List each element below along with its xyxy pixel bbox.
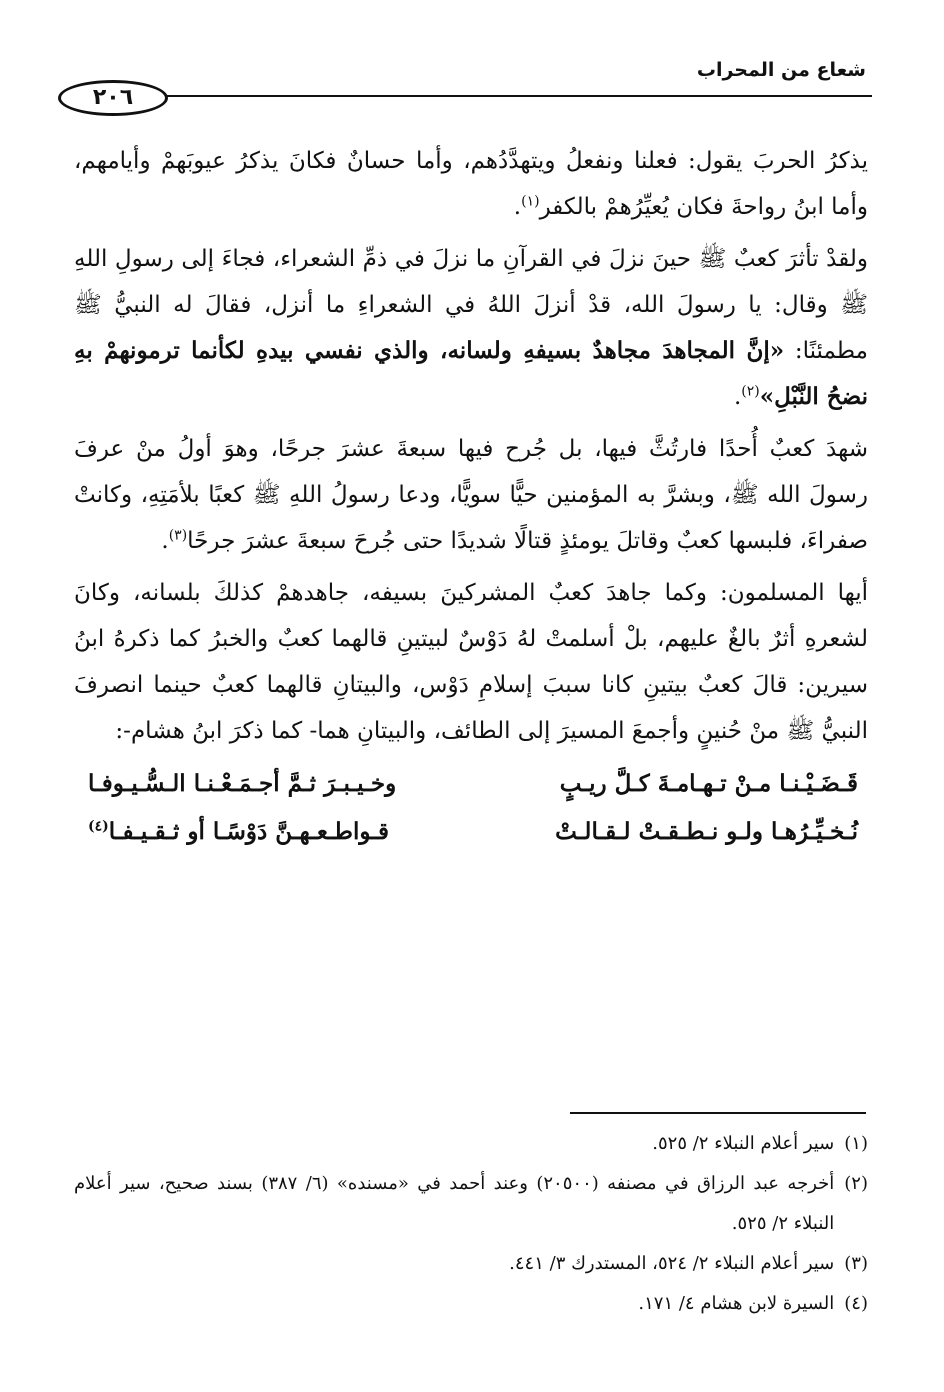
verse-first-hemistich: قَـضَـيْـنـا مـنْ تـهـامـةَ كـلَّ ريـبٍ	[559, 770, 858, 797]
footnote	[74, 1244, 868, 1284]
paragraph	[74, 236, 868, 420]
footnote-separator	[570, 1112, 866, 1114]
paragraph-text: يذكرُ الحربَ يقول: فعلنا ونفعلُ ويتهدَّدُهم، وأما حسانٌ فكانَ يذكرُ عيوبَهمْ وأيامهم، وأما ابنُ رواحةَ فكان يُعيِّرُهمْ بالكفر	[74, 148, 868, 220]
footnote-text: سير أعلام النبلاء ٢/ ٥٢٤، المستدرك ٣/ ٤٤١.	[509, 1253, 835, 1274]
paragraph-end: .	[733, 384, 742, 410]
footnote-text: سير أعلام النبلاء ٢/ ٥٢٥.	[652, 1133, 835, 1154]
running-title: شعاع من المحراب	[696, 59, 866, 81]
page-number: ٢٠٦	[58, 80, 168, 116]
footnote-marker: (٤)	[88, 818, 109, 835]
footnote-number: (٤)	[844, 1293, 868, 1314]
paragraph-text: ولقدْ تأثرَ كعبٌ ﷺ حينَ نزلَ في القرآنِ ما نزلَ في ذمِّ الشعراء، فجاءَ إلى رسولِ اللهِ ﷺ وقال: يا رسولَ الله، قدْ أنزلَ اللهُ في الشعراءِ ما أنزل، فقالَ له النبيُّ ﷺ مطمئنًا:	[74, 246, 868, 364]
hadith-quote: «إنَّ المجاهدَ مجاهدٌ بسيفهِ ولسانه، والذي نفسي بيدهِ لكأنما ترمونهمْ بهِ نضحُ النَّبْلِ»	[74, 337, 868, 410]
footnotes	[74, 1124, 868, 1324]
verse-second-hemistich	[74, 808, 389, 856]
footnote-text: أخرجه عبد الرزاق في مصنفه (٢٠٥٠٠) وعند أحمد في «مسنده» (٦/ ٣٨٧) بسند صحيح، سير أعلام النبلاء ٢/ ٥٢٥.	[74, 1173, 835, 1234]
paragraph-text: أيها المسلمون: وكما جاهدَ كعبٌ المشركينَ بسيفه، جاهدهمْ كذلكَ بلسانه، وكانَ لشعرهِ أثرٌ بالغٌ عليهم، بلْ أسلمتْ لهُ دَوْسٌ لبيتينِ قالهما كعبٌ والخبرُ كما ذكرهُ ابنُ سيرين: قالَ كعبٌ بيتينِ كانا سببَ إسلامِ دَوْس، والبيتانِ قالهما كعبٌ حينما انصرفَ النبيُّ ﷺ منْ حُنينٍ وأجمعَ المسيرَ إلى الطائف، والبيتانِ هما- كما ذكرَ ابنُ هشام-:	[74, 580, 868, 744]
main-text	[74, 138, 868, 856]
footnote-marker: (٢)	[741, 383, 760, 400]
footnote	[74, 1164, 868, 1244]
footnote	[74, 1284, 868, 1324]
paragraph-text: شهدَ كعبٌ أُحدًا فارتُثَّ فيها، بل جُرح فيها سبعةَ عشرَ جرحًا، وهوَ أولُ منْ عرفَ رسولَ الله ﷺ، وبشرَّ به المؤمنين حيًّا سويًّا، ودعا رسولُ اللهِ ﷺ كعبًا بلأمَتِهِ، وكانتْ صفراءَ، فلبسها كعبٌ وقاتلَ يومئذٍ قتالًا شديدًا حتى جُرحَ سبعةَ عشرَ جرحًا	[74, 436, 868, 554]
footnote	[74, 1124, 868, 1164]
poem-verse	[74, 760, 868, 808]
paragraph	[74, 138, 868, 230]
footnote-number: (٢)	[844, 1173, 868, 1194]
footnote-text: السيرة لابن هشام ٤/ ١٧١.	[638, 1293, 835, 1314]
paragraph-end: .	[161, 528, 169, 554]
verse-second-hemistich	[74, 760, 396, 808]
footnote-number: (١)	[844, 1133, 868, 1154]
poem-verse	[74, 808, 868, 856]
verse-second-hemistich-text: قـواطـعـهـنَّ دَوْسًـا أو ثـقـيـفـا	[108, 818, 389, 845]
verse-first-hemistich: نُـخـيِّـرُهـا ولـو نـطـقـتْ لـقـالـتْ	[555, 818, 858, 845]
header-rule	[150, 95, 872, 97]
footnote-number: (٣)	[844, 1253, 868, 1274]
paragraph	[74, 570, 868, 754]
poem	[74, 760, 868, 856]
footnote-marker: (١)	[521, 193, 540, 210]
paragraph-end: .	[513, 194, 522, 220]
paragraph	[74, 426, 868, 564]
footnote-marker: (٣)	[168, 527, 188, 544]
verse-second-hemistich-text: وخـيـبـرَ ثـمَّ أجـمَـعْـنـا الـسُّـيـوفـا	[88, 770, 397, 797]
